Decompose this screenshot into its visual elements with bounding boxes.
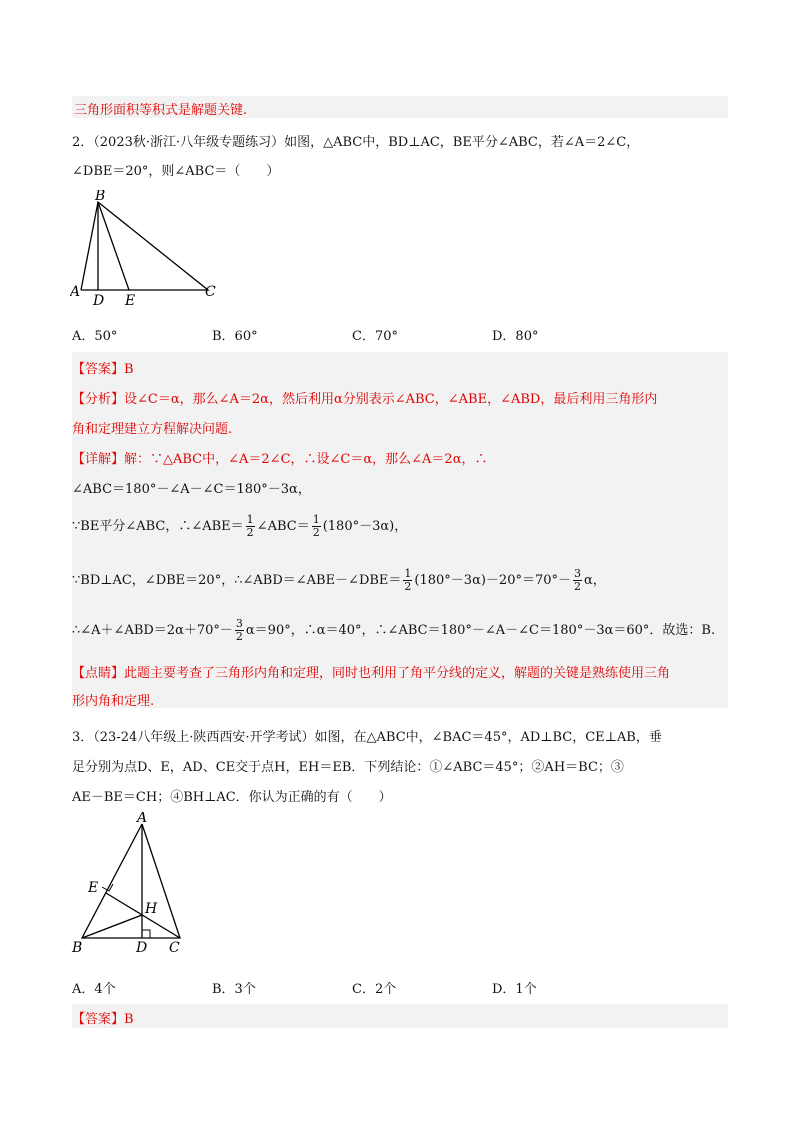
q2-detail-3c: (180°－3α)， bbox=[322, 519, 408, 534]
q3-answer: 【答案】B bbox=[72, 1012, 134, 1027]
q3-label-e: E bbox=[88, 880, 99, 896]
q3-stem-line2: 足分别为点D、E，AD、CE交于点H，EH＝EB．下列结论：①∠ABC＝45°；②AH＝BC；③ bbox=[72, 760, 624, 775]
q2-label-e: E bbox=[125, 293, 136, 309]
q3-label-a: A bbox=[137, 812, 148, 826]
q2-detail-3a: ∵BE平分∠ABC，∴∠ABE＝ bbox=[72, 519, 244, 534]
q2-label-d: D bbox=[93, 293, 105, 309]
q2-frac-32-1: $\frac{3}{2}$ bbox=[574, 567, 582, 593]
top-note-bar bbox=[72, 96, 728, 118]
q2-frac-half-2: $\frac{1}{2}$ bbox=[312, 513, 320, 539]
q2-detail-line2: ∠ABC＝180°－∠A－∠C＝180°－3α， bbox=[72, 482, 311, 497]
q2-label-b: B bbox=[95, 190, 106, 204]
q3-stem-line3: AE－BE＝CH；④BH⊥AC．你认为正确的有（ ） bbox=[72, 790, 392, 805]
q3-option-b: B．3个 bbox=[212, 982, 256, 997]
q2-detail-4c: α， bbox=[584, 573, 606, 588]
q3-option-a: A．4个 bbox=[72, 982, 116, 997]
q2-detail-5b: α＝90°，∴α＝40°，∴∠ABC＝180°－∠A－∠C＝180°－3α＝60°．故选：B. bbox=[245, 623, 716, 638]
q2-option-b: B．60° bbox=[212, 329, 258, 344]
q3-label-d: D bbox=[136, 940, 148, 956]
q3-answer-bar bbox=[72, 1004, 728, 1028]
q2-option-d: D．80° bbox=[492, 329, 539, 344]
q2-stem-line2: ∠DBE＝20°，则∠ABC＝（ ） bbox=[72, 164, 280, 179]
q3-right-angle-e bbox=[102, 884, 113, 891]
q2-figure bbox=[70, 190, 230, 310]
q3-line-bh bbox=[82, 915, 142, 938]
q3-option-c: C．2个 bbox=[352, 982, 397, 997]
q2-detail-line4 bbox=[72, 568, 606, 593]
q3-right-angle-d bbox=[142, 930, 150, 938]
q3-stem-line1: 3．（23-24八年级上·陕西西安·开学考试）如图，在△ABC中，∠BAC＝45°，AD⊥BC，CE⊥AB，垂 bbox=[72, 730, 662, 745]
q3-line-ce bbox=[106, 893, 180, 938]
q2-detail-line5 bbox=[72, 618, 715, 643]
q2-answer: 【答案】B bbox=[72, 362, 134, 377]
q2-solution-block bbox=[72, 352, 728, 708]
q2-triangle bbox=[81, 202, 208, 290]
q2-frac-half-3: $\frac{1}{2}$ bbox=[404, 567, 412, 593]
q2-detail-3b: ∠ABC＝ bbox=[256, 519, 310, 534]
q2-frac-32-2: $\frac{3}{2}$ bbox=[235, 617, 243, 643]
q2-detail-4b: (180°－3α)－20°＝70°－ bbox=[414, 573, 572, 588]
q2-label-a: A bbox=[70, 284, 81, 300]
q2-option-a: A．50° bbox=[72, 329, 118, 344]
q3-option-d: D．1个 bbox=[492, 982, 537, 997]
q3-label-b: B bbox=[72, 940, 83, 956]
q2-frac-half-1: $\frac{1}{2}$ bbox=[246, 513, 254, 539]
q3-figure bbox=[66, 812, 196, 960]
q2-detail-line1: 【详解】解：∵△ABC中，∠A＝2∠C，∴设∠C＝α，那么∠A＝2α，∴ bbox=[72, 452, 488, 467]
q3-label-h: H bbox=[145, 901, 158, 917]
q2-detail-5a: ∴∠A＋∠ABD＝2α＋70°－ bbox=[72, 623, 233, 638]
q3-label-c: C bbox=[169, 940, 180, 956]
q2-analysis-line2: 角和定理建立方程解决问题. bbox=[72, 422, 233, 437]
q2-analysis-line1: 【分析】设∠C＝α，那么∠A＝2α，然后利用α分别表示∠ABC，∠ABE，∠ABD，最后利用三角形内 bbox=[72, 392, 658, 407]
q2-stem-line1: 2．（2023秋·浙江·八年级专题练习）如图，△ABC中，BD⊥AC，BE平分∠ABC，若∠A＝2∠C， bbox=[72, 135, 640, 150]
q2-comment-line1: 【点睛】此题主要考查了三角形内角和定理，同时也利用了角平分线的定义，解题的关键是熟练使用三角 bbox=[72, 666, 671, 681]
q2-label-c: C bbox=[205, 284, 216, 300]
q2-detail-line3 bbox=[72, 514, 407, 539]
top-note: 三角形面积等积式是解题关键. bbox=[74, 103, 248, 118]
q2-comment-line2: 形内角和定理. bbox=[72, 694, 155, 709]
q2-detail-4a: ∵BD⊥AC，∠DBE＝20°，∴∠ABD＝∠ABE－∠DBE＝ bbox=[72, 573, 402, 588]
q2-option-c: C．70° bbox=[352, 329, 398, 344]
